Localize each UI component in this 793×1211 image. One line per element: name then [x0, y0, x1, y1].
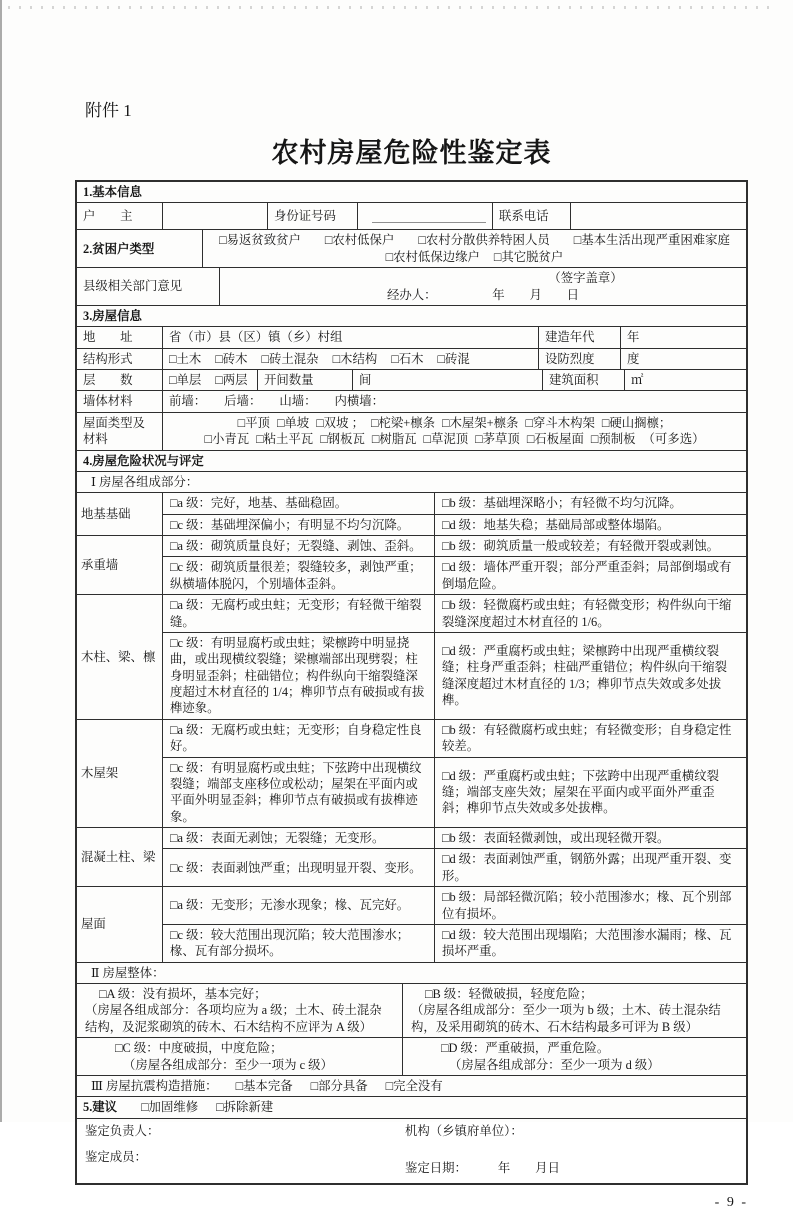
component-row-bearing-wall [77, 535, 746, 594]
grade-A-cell [77, 984, 402, 1037]
option-item: □钢板瓦 [320, 432, 365, 447]
section-assessment-header [77, 450, 746, 471]
appraisal-leader-label: 鉴定负责人： [85, 1123, 160, 1138]
grade-c-cell: □c 级：有明显腐朽或虫蛀；下弦跨中出现横纹裂缝；端部支座移位或松动；屋架在平面内或平面外明显歪斜；榫卯节点有破损或有拔榫迹象。 [170, 760, 422, 824]
part3-row [77, 1075, 746, 1096]
fortification-unit: 度 [620, 349, 746, 369]
roof-label: 屋面类型及材料 [83, 415, 145, 447]
component-name: 木屋架 [81, 766, 119, 781]
county-opinion-content [219, 268, 746, 305]
fortification-label: 设防烈度 [538, 349, 620, 369]
option-item: □农村低保边缘户 [385, 249, 480, 264]
option-item: □双坡 ； [316, 415, 364, 430]
option-item: □平顶 [237, 415, 270, 430]
grade-d-cell: □d 级：较大范围出现塌陷；大范围渗水漏雨；椽、瓦损坏严重。 [434, 925, 746, 962]
id-number-label: 身份证号码 [267, 203, 357, 229]
grade-d-cell: □d 级：地基失稳；基础局部或整体塌陷。 [434, 515, 746, 535]
grade-A-line1: □A 级：没有损坏，基本完好； [99, 987, 267, 1001]
grade-d-cell: □d 级：严重腐朽或虫蛀；下弦跨中出现严重横纹裂缝；端部支座失效；屋架在平面内或平面外严重歪斜；榫卯节点失效或多处拔榫。 [434, 758, 746, 828]
grade-b-cell: □b 级：轻微腐朽或虫蛀；有轻微变形；构件纵向干缩裂缝深度超过木材直径的 1/6。 [434, 595, 746, 632]
section-title: 4.房屋危险状况与评定 [83, 453, 204, 468]
address-label: 地 址 [83, 330, 133, 345]
grade-c-cell: □c 级：较大范围出现沉陷；较大范围渗水；椽、瓦有部分损坏。 [170, 927, 410, 959]
appraisal-date-line: 鉴定日期： 年 月日 [405, 1161, 560, 1176]
poverty-options-line2 [386, 249, 564, 265]
option-item: □两层 [215, 373, 248, 387]
component-name: 混凝土柱、梁 [81, 849, 156, 864]
component-row-wood-columns-beams-purlins [77, 594, 746, 719]
grade-a-cell: □a 级：无腐朽或虫蛀；无变形；自身稳定性良好。 [170, 722, 422, 754]
handler-line: 经办人： 年 月 日 [386, 287, 580, 302]
overall-grade-AB-row [77, 983, 746, 1037]
grade-d-cell: □d 级：严重腐朽或虫蛀；梁檩跨中出现严重横纹裂缝；柱身严重歪斜；柱础严重错位；构件纵向干缩裂缝深度超过木材直径的 1/3；榫卯节点失效或多处拔榫。 [434, 633, 746, 719]
option-item: 后墙： [224, 394, 262, 409]
wall-material-items [169, 393, 384, 409]
option-item: □砖木 [215, 351, 248, 366]
id-number-value-blank [357, 203, 492, 229]
roof-row [77, 412, 746, 450]
option-item: □柁梁+檩条 [370, 415, 436, 430]
grade-d-cell: □d 级：表面剥蚀严重，钢筋外露；出现严重开裂、变形。 [434, 849, 746, 886]
grade-b-cell: □b 级：有轻微腐朽或虫蛀；有轻微变形；自身稳定性较差。 [434, 720, 746, 757]
grade-b-cell: □b 级：局部轻微沉陷；较小范围渗水；椽、瓦个别部位有损坏。 [434, 887, 746, 924]
grade-D-cell [402, 1038, 746, 1075]
address-value: 省（市）县（区）镇（乡）村组 [162, 327, 538, 347]
option-item: □木屋架+檩条 [442, 415, 519, 430]
attachment-label: 附件 1 [85, 101, 132, 120]
householder-value-blank [162, 203, 267, 229]
option-item: □部分具备 [310, 1078, 368, 1093]
section-basic-info-header [77, 182, 746, 202]
structure-label: 结构形式 [83, 351, 133, 366]
component-row-wood-roof-truss [77, 719, 746, 827]
grade-a-cell: □a 级：无变形；无渗水现象；椽、瓦完好。 [170, 898, 410, 913]
component-row-concrete-columns-beams [77, 827, 746, 886]
wall-material-label: 墙体材料 [83, 394, 133, 409]
build-year-label: 建造年代 [538, 327, 620, 347]
part2-title: Ⅱ 房屋整体： [91, 965, 165, 980]
householder-label: 户 主 [83, 209, 133, 224]
grade-b-cell: □b 级：基础埋深略小；有轻微不均匀沉降。 [434, 493, 746, 513]
option-item: □其它脱贫户 [493, 249, 564, 264]
part3-options [236, 1078, 443, 1094]
option-item: 前墙： [169, 394, 207, 409]
bays-unit: 间 [352, 370, 542, 390]
grade-c-cell: □c 级：表面剥蚀严重；出现明显开裂、变形。 [170, 860, 422, 875]
poverty-type-label: 2.贫困户类型 [83, 241, 155, 256]
option-item: □穿斗木构架 [525, 415, 595, 430]
option-item: □加固维修 [141, 1100, 199, 1115]
option-item: □完全没有 [385, 1078, 443, 1093]
option-item: □草泥顶 [423, 432, 469, 447]
part2-header [77, 962, 746, 983]
grade-C-line2: （房屋各组成部分：至少一项为 c 级） [123, 1057, 333, 1072]
section-suggestion-row [77, 1096, 746, 1117]
grade-C-cell [77, 1038, 402, 1075]
grade-D-line2: （房屋各组成部分：至少一项为 d 级） [449, 1057, 660, 1072]
roof-options-line1 [238, 415, 672, 431]
component-name: 屋面 [81, 917, 106, 932]
option-item: 山墙： [279, 394, 317, 409]
option-item: □木结构 [332, 351, 378, 366]
roof-options-line2 [205, 431, 705, 447]
storeys-label: 层 数 [83, 373, 133, 387]
section-house-info-header [77, 305, 746, 326]
option-item: □基本生活出现严重困难家庭 [573, 233, 730, 248]
option-item: □单坡 [276, 415, 310, 430]
component-name: 木柱、梁、檩 [81, 649, 156, 664]
component-name: 地基基础 [81, 506, 131, 521]
poverty-type-options [202, 230, 746, 267]
wall-material-row [77, 390, 746, 411]
option-item: □石木 [391, 351, 424, 366]
grade-B-line1: □B 级：轻微破损，轻度危险； [425, 987, 593, 1001]
county-opinion-row [77, 267, 746, 305]
component-row-roof-surface [77, 886, 746, 962]
overall-grade-CD-row [77, 1037, 746, 1075]
phone-value-blank [570, 203, 746, 229]
option-item: □砖混 [437, 351, 470, 366]
page-number: - 9 - [714, 1194, 748, 1210]
scan-left-edge-artifact [0, 0, 2, 1122]
grade-B-line2: （房屋各组成部分：至少一项为 b 级；土木、砖土混杂结构，及采用砌筑的砖木、石木结构最多可评为 B 级） [411, 1003, 721, 1034]
poverty-options-line1 [219, 232, 730, 248]
poverty-type-row [77, 229, 746, 267]
grade-c-cell: □c 级：有明显腐朽或虫蛀；梁檩跨中明显挠曲，或出现横纹裂缝；梁檩端部出现劈裂；柱身明显歪斜；柱础错位；构件纵向干缩裂缝深度超过木材直径的 1/4；榫卯节点有破损或有拔榫迹象。 [170, 635, 425, 716]
part1-title: Ⅰ 房屋各组成部分： [91, 474, 199, 489]
fill-in-underline [372, 209, 486, 223]
part1-header [77, 471, 746, 492]
area-label: 建筑面积 [542, 370, 624, 390]
build-year-unit: 年 [620, 327, 746, 347]
option-item: □单层 [169, 373, 202, 387]
footer-signature-row [77, 1118, 746, 1183]
grade-C-line1: □C 级：中度破损，中度危险； [115, 1041, 283, 1056]
grade-c-cell: □c 级：基础埋深偏小；有明显不均匀沉降。 [170, 517, 410, 532]
option-item: （可多选） [642, 432, 705, 447]
grade-b-cell: □b 级：砌筑质量一般或较差；有轻微开裂或剥蚀。 [434, 536, 746, 556]
option-item: □农村分散供养特困人员 [418, 233, 550, 248]
grade-A-line2: （房屋各组成部分：各项均应为 a 级；土木、砖土混杂结构，及泥浆砌筑的砖木、石木结构不应评为 A 级） [85, 1003, 382, 1034]
grade-c-cell: □c 级：砌筑质量很差；裂缝较多，剥蚀严重；纵横墙体脱闪，个别墙体歪斜。 [170, 560, 422, 591]
area-unit: ㎡ [624, 370, 746, 390]
page-title: 农村房屋危险性鉴定表 [271, 138, 552, 168]
option-item: □基本完备 [235, 1078, 293, 1093]
option-item: □硬山搁檩； [601, 415, 672, 430]
assessment-form-table [75, 180, 748, 1185]
basic-info-row [77, 202, 746, 229]
structure-row [77, 348, 746, 369]
option-item: □农村低保户 [324, 233, 395, 248]
grade-a-cell: □a 级：完好，地基、基础稳固。 [170, 496, 348, 511]
option-item: 内横墙： [334, 394, 385, 409]
option-item: □土木 [169, 351, 202, 366]
organization-label: 机构（乡镇府单位）： [405, 1123, 523, 1138]
component-row-foundation [77, 492, 746, 535]
grade-B-cell [402, 984, 746, 1037]
grade-d-cell: □d 级：墙体严重开裂；部分严重歪斜；局部倒塌或有倒塌危险。 [434, 557, 746, 594]
option-item: □树脂瓦 [371, 432, 417, 447]
bays-label: 开间数量 [257, 370, 352, 390]
option-item: □砖土混杂 [261, 351, 319, 366]
storeys-options [169, 372, 248, 388]
section-title: 1.基本信息 [83, 185, 142, 199]
suggestion-label: 5.建议 [83, 1100, 118, 1115]
section-title: 3.房屋信息 [83, 308, 142, 323]
option-item: □石板屋面 [526, 432, 584, 447]
phone-label: 联系电话 [492, 203, 570, 229]
grade-b-cell: □b 级：表面轻微剥蚀，或出现轻微开裂。 [434, 828, 746, 848]
roof-options [162, 413, 746, 450]
option-item: □预制板 [590, 432, 636, 447]
storeys-row [77, 369, 746, 390]
component-name: 承重墙 [81, 557, 119, 572]
suggestion-options [141, 1099, 273, 1115]
grade-a-cell: □a 级：表面无剥蚀；无裂缝；无变形。 [170, 831, 385, 845]
part3-label: Ⅲ 房屋抗震构造措施： [91, 1078, 218, 1093]
option-item: □茅草顶 [475, 432, 520, 447]
structure-options [169, 351, 470, 367]
county-opinion-label: 县级相关部门意见 [83, 279, 183, 294]
option-item: □拆除新建 [216, 1100, 274, 1115]
option-item: □易返贫致贫户 [219, 233, 301, 248]
grade-a-cell: □a 级：无腐朽或虫蛀；无变形；有轻微干缩裂缝。 [170, 598, 422, 629]
address-row [77, 326, 746, 347]
grade-D-line1: □D 级：严重破损，严重危险。 [441, 1041, 610, 1056]
appraisal-members-label: 鉴定成员： [85, 1150, 147, 1164]
option-item: □粘土平瓦 [256, 432, 314, 447]
signature-seal-hint: （签字盖章） [548, 271, 623, 286]
scan-top-noise-artifact [8, 6, 778, 9]
option-item: □小青瓦 [204, 432, 250, 447]
grade-a-cell: □a 级：砌筑质量良好；无裂缝、剥蚀、歪斜。 [170, 539, 422, 553]
